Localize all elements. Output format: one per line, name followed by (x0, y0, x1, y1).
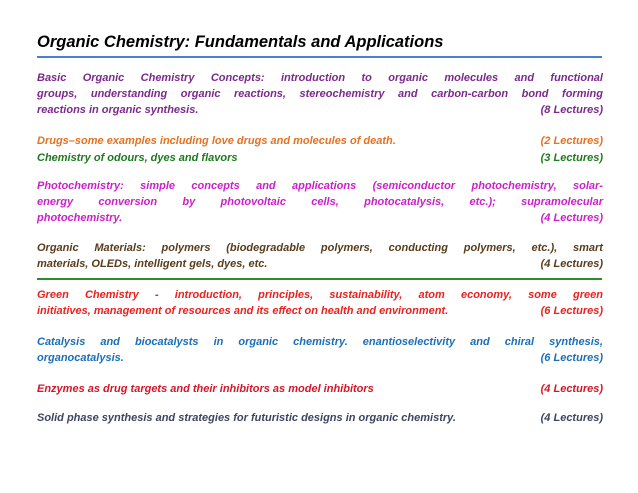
section-divider (37, 278, 602, 280)
topic-organic-materials (37, 240, 603, 272)
lecture-count: (4 Lectures) (540, 212, 603, 224)
topic-word: molecules (444, 72, 499, 84)
topic-word: photovoltaic (220, 196, 286, 208)
topic-line (37, 256, 603, 272)
topic-drugs (37, 133, 603, 149)
topic-word: Materials: (94, 242, 146, 254)
topic-word: Basic (37, 72, 67, 84)
topic-word: simple (140, 180, 176, 192)
topic-word: understanding (90, 88, 168, 100)
topic-word: forming (562, 88, 603, 100)
topic-word: Chemistry (84, 289, 139, 301)
topic-text: Enzymes as drug targets and their inhibitors as model inhibitors (37, 383, 374, 395)
topic-word: polymers (161, 242, 211, 254)
topic-text: Drugs–some examples including love drugs and molecules of death. (37, 135, 396, 147)
topic-catalysis (37, 334, 603, 366)
lecture-count: (4 Lectures) (540, 412, 603, 424)
topic-word: introduction, (174, 289, 242, 301)
topic-word: Catalysis (37, 336, 86, 348)
topic-word: polymers, (463, 242, 516, 254)
topic-text: initiatives, management of resources and its effect on health and environment. (37, 305, 449, 317)
topic-word: to (361, 72, 372, 84)
topic-word: Chemistry (140, 72, 195, 84)
lecture-count: (8 Lectures) (540, 104, 603, 116)
topic-word: groups, (37, 88, 78, 100)
topic-line (37, 334, 603, 350)
topic-line (37, 70, 603, 86)
topic-line (37, 102, 603, 118)
topic-photochemistry (37, 178, 603, 226)
topic-word: atom (418, 289, 445, 301)
topic-word: energy (37, 196, 74, 208)
topic-word: conversion (98, 196, 158, 208)
topic-word: and (514, 72, 535, 84)
topic-solid-phase (37, 410, 603, 426)
topic-word: and (100, 336, 120, 348)
topic-word: biocatalysts (134, 336, 199, 348)
topic-word: organic (388, 72, 428, 84)
topic-word: carbon-carbon (431, 88, 509, 100)
topic-text: Solid phase synthesis and strategies for futuristic designs in organic chemistry. (37, 412, 456, 424)
topic-word: organic (180, 88, 221, 100)
topic-word: Concepts: (210, 72, 265, 84)
topic-word: chemistry. (293, 336, 348, 348)
topic-word: smart (572, 242, 603, 254)
topic-word: concepts (191, 180, 240, 192)
topic-word: sustainability, (329, 289, 403, 301)
topic-odours-dyes-flavors (37, 150, 603, 166)
topic-word: synthesis, (549, 336, 603, 348)
topic-basic-concepts (37, 70, 603, 118)
topic-word: cells, (311, 196, 339, 208)
topic-text: organocatalysis. (37, 352, 124, 364)
topic-word: reactions, (234, 88, 286, 100)
lecture-count: (2 Lectures) (540, 135, 603, 147)
topic-text: reactions in organic synthesis. (37, 104, 199, 116)
topic-line (37, 287, 603, 303)
topic-word: Organic (82, 72, 125, 84)
topic-text: materials, OLEDs, intelligent gels, dyes, etc. (37, 258, 268, 270)
topic-word: photocatalysis, (364, 196, 445, 208)
topic-word: and (256, 180, 276, 192)
lecture-count: (4 Lectures) (540, 383, 603, 395)
lecture-count: (3 Lectures) (540, 152, 603, 164)
topic-word: stereochemistry (299, 88, 385, 100)
topic-word: by (182, 196, 196, 208)
topic-text: Chemistry of odours, dyes and flavors (37, 152, 238, 164)
topic-line (37, 194, 603, 210)
topic-line (37, 86, 603, 102)
topic-line (37, 133, 603, 149)
topic-word: solar- (573, 180, 603, 192)
topic-word: organic (238, 336, 279, 348)
topic-word: (semiconductor (372, 180, 456, 192)
topic-line (37, 178, 603, 194)
topic-word: functional (550, 72, 603, 84)
topic-word: bond (521, 88, 549, 100)
topic-line (37, 381, 603, 397)
topic-green-chemistry (37, 287, 603, 319)
topic-word: polymers, (320, 242, 373, 254)
topic-word: etc.), (531, 242, 558, 254)
topic-word: enantioselectivity (362, 336, 456, 348)
topic-word: photochemistry, (471, 180, 557, 192)
lecture-count: (4 Lectures) (540, 258, 603, 270)
topic-text: photochemistry. (37, 212, 123, 224)
lecture-count: (6 Lectures) (540, 305, 603, 317)
topic-word: chiral (504, 336, 535, 348)
topic-word: supramolecular (521, 196, 603, 208)
topic-word: Green (37, 289, 69, 301)
topic-word: - (154, 289, 159, 301)
topic-word: economy, (460, 289, 512, 301)
topic-line (37, 240, 603, 256)
topic-word: etc.); (469, 196, 496, 208)
page-title: Organic Chemistry: Fundamentals and Applications (37, 33, 444, 51)
topic-word: Photochemistry: (37, 180, 124, 192)
title-underline (37, 56, 602, 58)
topic-line (37, 410, 603, 426)
topic-word: conducting (388, 242, 448, 254)
topic-word: some (528, 289, 557, 301)
topic-word: (biodegradable (226, 242, 306, 254)
topic-word: green (573, 289, 603, 301)
topic-line (37, 350, 603, 366)
lecture-count: (6 Lectures) (540, 352, 603, 364)
topic-line (37, 210, 603, 226)
topic-word: and (398, 88, 418, 100)
topic-line (37, 150, 603, 166)
topic-word: and (470, 336, 490, 348)
topic-word: in (213, 336, 224, 348)
topic-word: applications (292, 180, 357, 192)
topic-line (37, 303, 603, 319)
topic-word: Organic (37, 242, 79, 254)
topic-enzymes (37, 381, 603, 397)
topic-word: principles, (258, 289, 314, 301)
topic-word: introduction (280, 72, 346, 84)
